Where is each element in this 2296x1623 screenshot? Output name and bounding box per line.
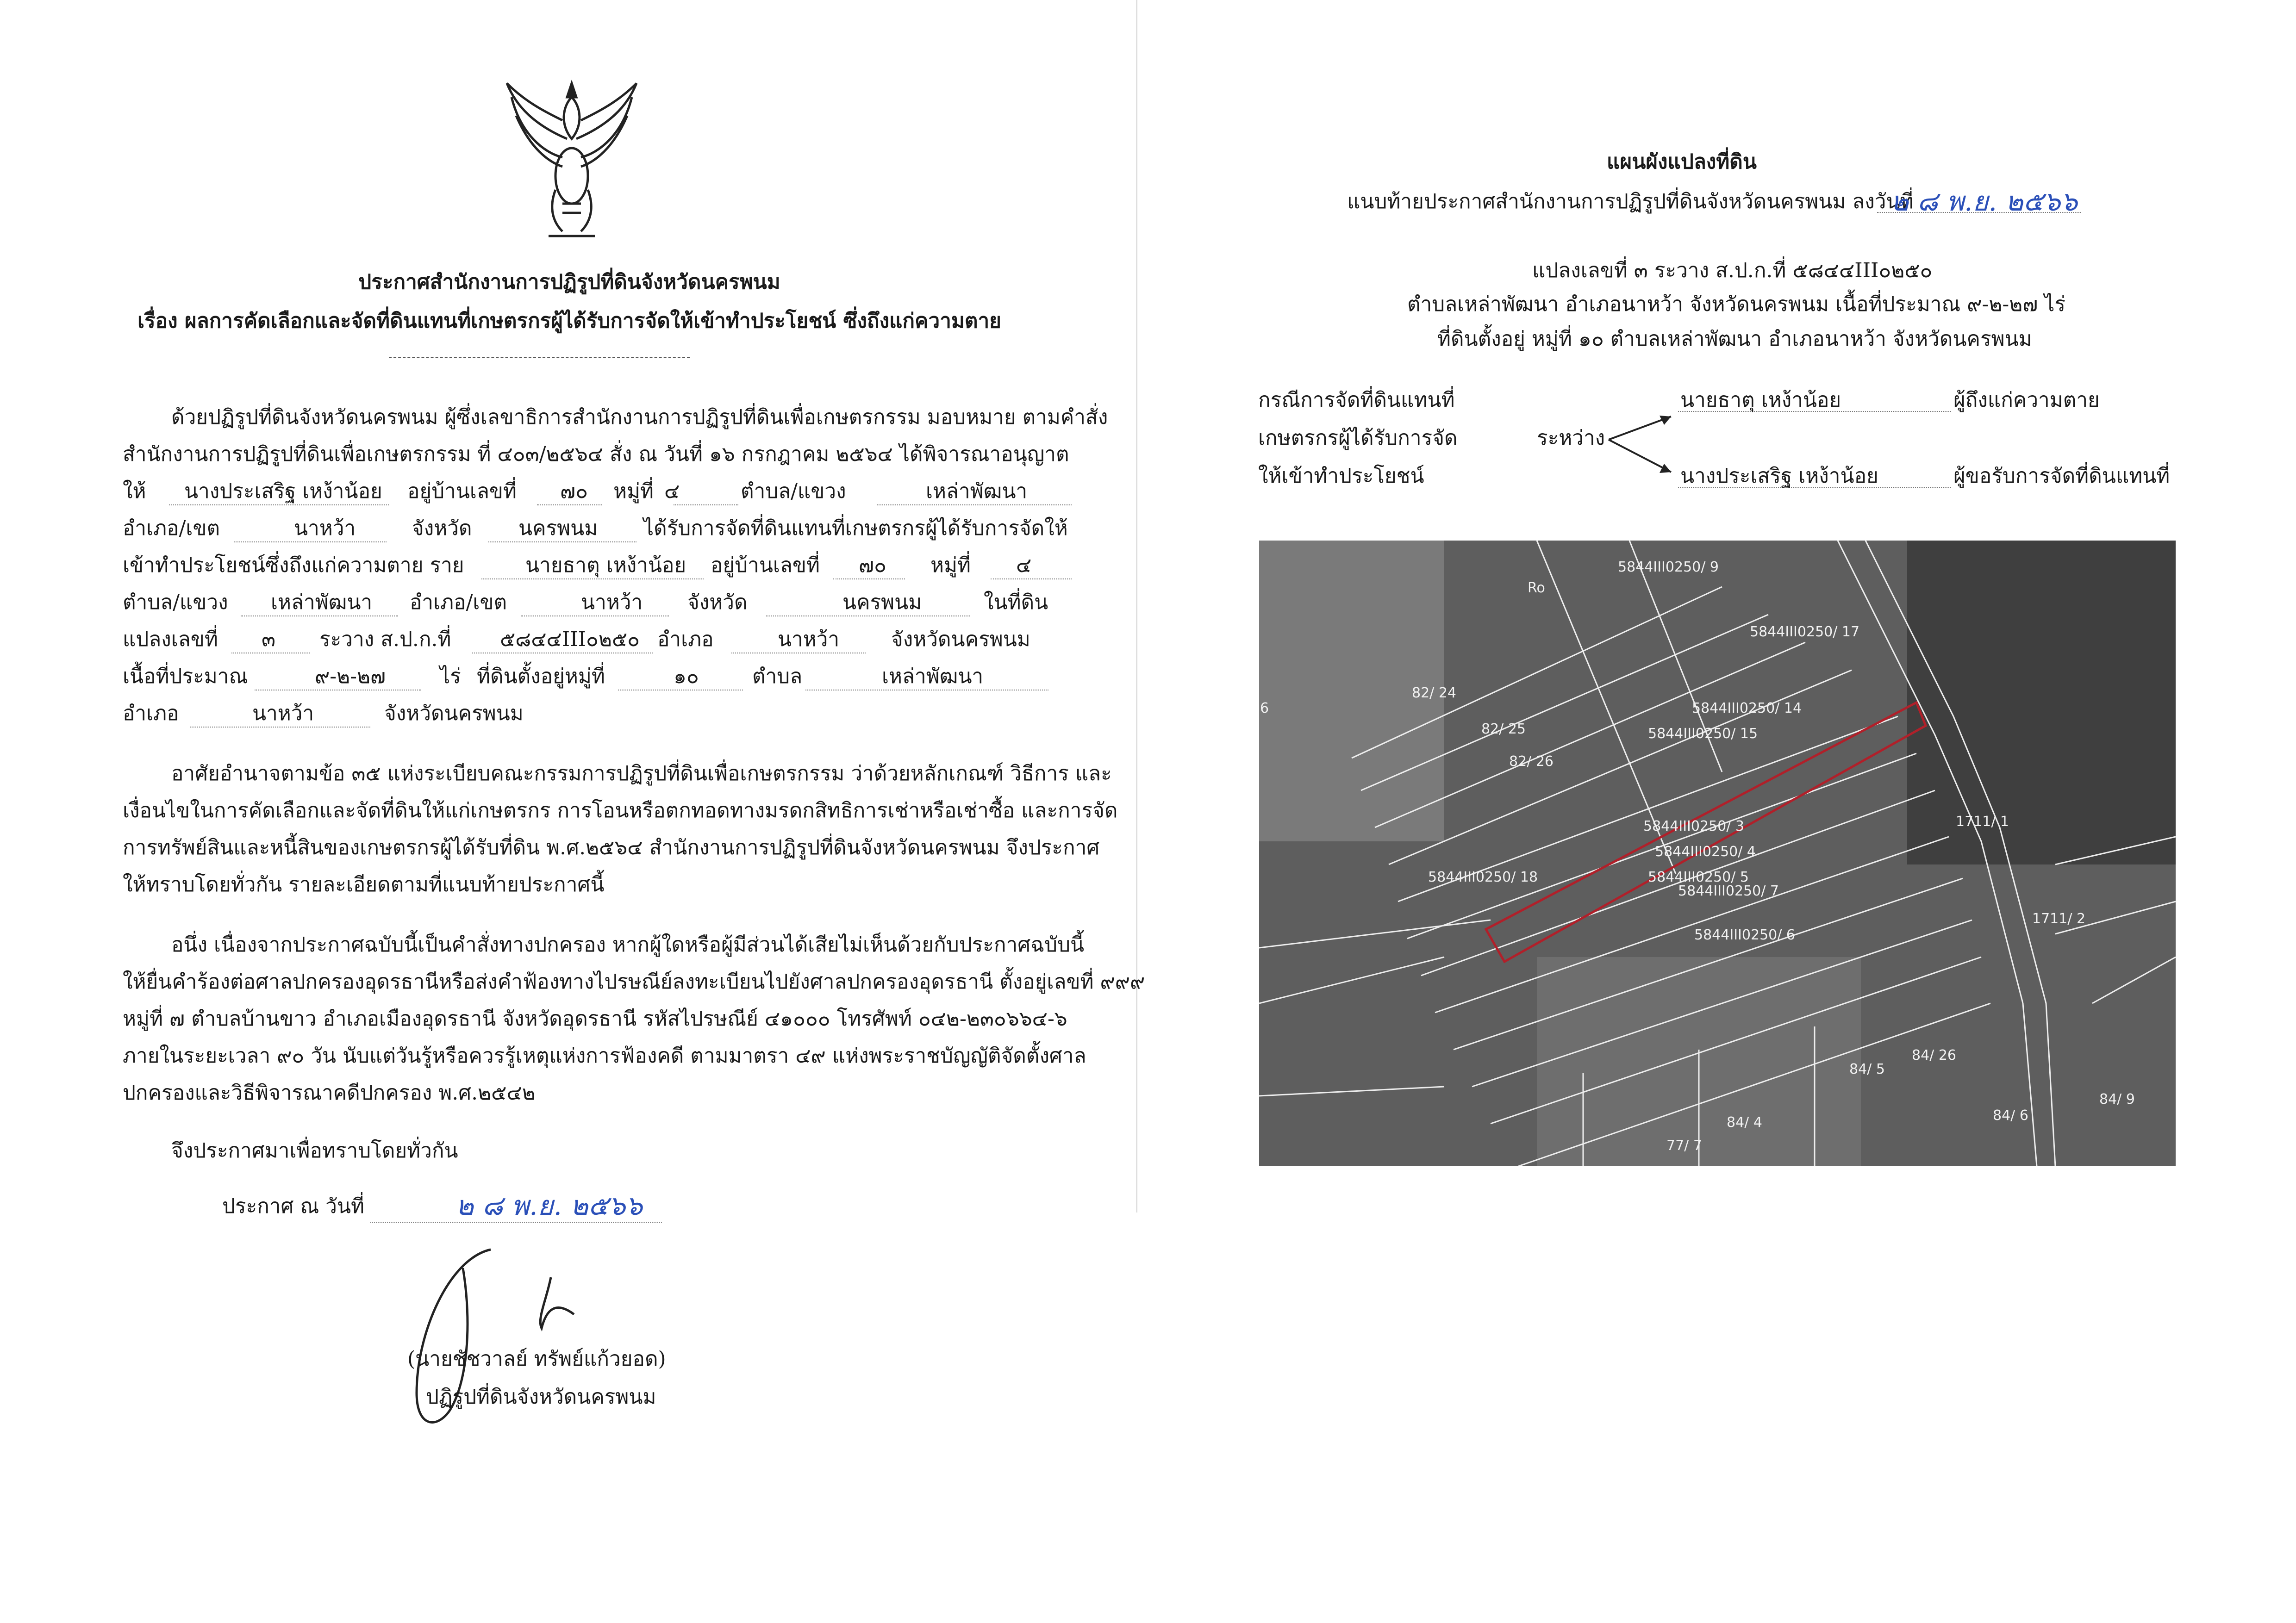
deceased-name: นายธาตุ เหง้าน้อย	[525, 553, 686, 577]
label-amphoe-4: อำเภอ	[123, 702, 179, 725]
fill-line	[674, 504, 738, 505]
label-area: เนื้อที่ประมาณ	[123, 665, 248, 688]
label-hai: ให้	[123, 479, 146, 503]
map-label: 5844III0250/ 4	[1655, 844, 1756, 860]
p2-line-4: ให้ทราบโดยทั่วกัน รายละเอียดตามที่แนบท้ายประกาศนี้	[123, 873, 605, 896]
changwat-3: จังหวัดนครพนม	[891, 628, 1030, 651]
p1-line-2: สำนักงานการปฏิรูปที่ดินเพื่อเกษตรกรรม ที่ ๔๐๓/๒๕๖๔ สั่ง ณ วันที่ ๑๖ กรกฎาคม ๒๕๖๔ ได้พิจารณาอนุญาต	[123, 442, 1069, 466]
label-amphoe: อำเภอ/เขต	[123, 516, 220, 540]
map-label: 82/ 24	[1412, 685, 1456, 701]
p2-line-2: เงื่อนไขในการคัดเลือกและจัดที่ดินให้แก่เกษตรกร การโอนหรือตกทอดทางมรดกสิทธิการเช่าหรือเช่าซื้อ และการจัด	[123, 799, 1118, 822]
moo-3: ๑๐	[674, 665, 699, 688]
amphoe: นาหว้า	[294, 516, 356, 540]
label-located: ที่ดินตั้งอยู่หมู่ที่	[477, 665, 605, 688]
announcement-subject: เรื่อง ผลการคัดเลือกและจัดที่ดินแทนที่เกษตรกรผู้ได้รับการจัดให้เข้าทำประโยชน์ ซึ่งถึงแก่ความตาย	[137, 309, 1001, 333]
party-applicant-role: ผู้ขอรับการจัดที่ดินแทนที่	[1953, 464, 2170, 488]
map-label: 5844III0250/ 14	[1692, 700, 1802, 716]
map-label: 5844III0250/ 9	[1618, 559, 1719, 575]
fill-line	[481, 578, 704, 579]
location-line: ตำบลเหล่าพัฒนา อำเภอนาหว้า จังหวัดนครพนม เนื้อที่ประมาณ ๙-๒-๒๗ ไร่	[1407, 292, 2066, 316]
case-line-1: กรณีการจัดที่ดินแทนที่	[1258, 388, 1455, 412]
site-line: ที่ดินตั้งอยู่ หมู่ที่ ๑๐ ตำบลเหล่าพัฒนา อำเภอนาหว้า จังหวัดนครพนม	[1437, 327, 2032, 351]
map-label: 5844III0250/ 15	[1648, 726, 1758, 742]
label-rai: ไร่	[440, 665, 461, 688]
p2-line-3: การทรัพย์สินและหนี้สินของเกษตรกรผู้ได้รับที่ดิน พ.ศ.๒๕๖๔ สำนักงานการปฏิรูปที่ดินจังหวัดนครพนม จึงประกาศ	[123, 836, 1100, 859]
party-deceased-role: ผู้ถึงแก่ความตาย	[1953, 388, 2100, 412]
map-label: 82/ 26	[1509, 753, 1554, 770]
map-label: 84/ 9	[2099, 1091, 2135, 1107]
tambon-3: เหล่าพัฒนา	[882, 665, 984, 688]
fill-line	[234, 541, 387, 542]
label-amphoe-3: อำเภอ	[657, 628, 714, 651]
label-tambon-2: ตำบล/แขวง	[123, 591, 228, 614]
amphoe-4: นาหว้า	[252, 702, 314, 725]
map-label: 84/ 5	[1849, 1061, 1885, 1077]
label-deceased: เข้าทำประโยชน์ซึ่งถึงแก่ความตาย ราย	[123, 553, 464, 577]
map-label: 5844III0250/ 6	[1694, 927, 1795, 943]
garuda-emblem-icon	[498, 69, 646, 245]
changwat: นครพนม	[518, 516, 598, 540]
p3-line-1: อนึ่ง เนื่องจากประกาศฉบับนี้เป็นคำสั่งทางปกครอง หากผู้ใดหรือผู้มีส่วนได้เสียไม่เห็นด้วยกับประกาศฉบับนี้	[171, 933, 1085, 957]
plan-title: แผนผังแปลงที่ดิน	[1607, 150, 1757, 174]
map-label: 1711/ 1	[1956, 814, 2009, 830]
branch-arrows-icon	[1606, 407, 1680, 481]
moo-2: ๔	[1016, 553, 1032, 577]
fill-line	[190, 727, 370, 728]
map-label: 77/ 7	[1666, 1138, 1702, 1154]
fill-line	[488, 541, 636, 542]
tambon-2: เหล่าพัฒนา	[271, 591, 373, 614]
map-label: 5844III0250/ 7	[1678, 883, 1779, 899]
map-label: 84/ 26	[1912, 1047, 1956, 1063]
label-changwat: จังหวัด	[412, 516, 472, 540]
aerial-map	[1259, 541, 2176, 1166]
between-label: ระหว่าง	[1537, 426, 1605, 450]
party-applicant-name: นางประเสริฐ เหง้าน้อย	[1680, 464, 1878, 488]
fill-line	[537, 504, 602, 505]
map-label: 5844III0250/ 3	[1643, 818, 1744, 834]
p2-line-1: อาศัยอำนาจตามข้อ ๓๕ แห่งระเบียบคณะกรรมการปฏิรูปที่ดินเพื่อเกษตรกรรม ว่าด้วยหลักเกณฑ์ วิธีการ และ	[171, 762, 1112, 785]
announcement-title: ประกาศสำนักงานการปฏิรูปที่ดินจังหวัดนครพนม	[358, 270, 780, 294]
house-no-2: ๗๐	[859, 553, 886, 577]
label-tambon: ตำบล/แขวง	[741, 479, 846, 503]
attachment-date-handwritten: ๒ ๘ พ.ย. ๒๕๖๖	[1891, 186, 2078, 217]
title-separator	[389, 357, 690, 358]
changwat-2: นครพนม	[842, 591, 922, 614]
announced-date-handwritten: ๒ ๘ พ.ย. ๒๕๖๖	[456, 1190, 643, 1221]
fill-line	[991, 578, 1072, 579]
amphoe-2: นาหว้า	[581, 591, 643, 614]
label-map-sheet: ระวาง ส.ป.ก.ที่	[319, 628, 451, 651]
map-label: 1711/ 2	[2032, 911, 2086, 927]
changwat-4: จังหวัดนครพนม	[384, 702, 524, 725]
map-label: 5844III0250/ 18	[1428, 869, 1538, 885]
label-moo-2: หมู่ที่	[930, 553, 971, 577]
case-line-3: ให้เข้าทำประโยชน์	[1258, 464, 1424, 488]
map-label: 84/ 4	[1727, 1114, 1762, 1131]
plot-no: ๓	[262, 628, 276, 651]
attachment-line: แนบท้ายประกาศสำนักงานการปฏิรูปที่ดินจังหวัดนครพนม ลงวันที่	[1347, 190, 1914, 213]
map-label: 5844III0250/ 17	[1750, 624, 1860, 640]
case-line-2: เกษตรกรผู้ได้รับการจัด	[1258, 426, 1458, 450]
map-label: 5844III0250/ 5	[1648, 869, 1749, 885]
map-label: Ro	[1528, 580, 1545, 596]
map-label: 82/ 25	[1481, 721, 1526, 737]
label-tambon-3: ตำบล	[752, 665, 803, 688]
label-announced-date: ประกาศ ณ วันที่	[222, 1194, 365, 1218]
map-sheet: ๕๘๔๔III๐๒๕๐	[500, 628, 640, 651]
fill-line	[877, 504, 1072, 505]
party-deceased-name: นายธาตุ เหง้าน้อย	[1680, 388, 1841, 412]
plot-line: แปลงเลขที่ ๓ ระวาง ส.ป.ก.ที่ ๕๘๔๔III๐๒๕๐	[1532, 259, 1933, 282]
label-house-no-2: อยู่บ้านเลขที่	[711, 553, 820, 577]
signer-title: ปฏิรูปที่ดินจังหวัดนครพนม	[426, 1385, 656, 1409]
label-amphoe-2: อำเภอ/เขต	[410, 591, 507, 614]
map-label: 84/ 6	[1993, 1107, 2028, 1124]
moo: ๔	[664, 479, 680, 503]
p3-line-3: หมู่ที่ ๗ ตำบลบ้านขาว อำเภอเมืองอุดรธานี จังหวัดอุดรธานี รหัสไปรษณีย์ ๔๑๐๐๐ โทรศัพท์ ๐๔๒-๒๓๐๖๖๔-๖	[123, 1007, 1067, 1031]
label-house-no: อยู่บ้านเลขที่	[407, 479, 517, 503]
label-land: ในที่ดิน	[984, 591, 1048, 614]
grantee-name: นางประเสริฐ เหง้าน้อย	[184, 479, 382, 503]
fill-line	[169, 504, 389, 505]
area: ๙-๒-๒๗	[315, 665, 386, 688]
p3-line-2: ให้ยื่นคำร้องต่อศาลปกครองอุดรธานีหรือส่งคำฟ้องทางไปรษณีย์ลงทะเบียนไปยังศาลปกครองอุดรธานี ตั้งอยู่เลขที่ ๙๙๙	[123, 970, 1145, 994]
house-no: ๗๐	[560, 479, 588, 503]
closing-line: จึงประกาศมาเพื่อทราบโดยทั่วกัน	[171, 1139, 458, 1163]
map-label: 6	[1260, 700, 1269, 716]
page-fold-divider	[1136, 0, 1137, 1213]
p1-line-1: ด้วยปฏิรูปที่ดินจังหวัดนครพนม ผู้ซึ่งเลขาธิการสำนักงานการปฏิรูปที่ดินเพื่อเกษตรกรรม มอบหมาย ตามคำสั่ง	[171, 405, 1108, 429]
label-changwat-2: จังหวัด	[687, 591, 748, 614]
p3-line-5: ปกครองและวิธีพิจารณาคดีปกครอง พ.ศ.๒๕๔๒	[123, 1081, 536, 1105]
fill-line	[833, 578, 905, 579]
amphoe-3: นาหว้า	[778, 628, 840, 651]
p3-line-4: ภายในระยะเวลา ๙๐ วัน นับแต่วันรู้หรือควรรู้เหตุแห่งการฟ้องคดี ตามมาตรา ๔๙ แห่งพระราชบัญญัติจัดตั้งศาล	[123, 1044, 1086, 1068]
label-plot: แปลงเลขที่	[123, 628, 218, 651]
grant-text: ได้รับการจัดที่ดินแทนที่เกษตรกรผู้ได้รับการจัดให้	[643, 516, 1068, 540]
signer-name: (นายชัชวาลย์ ทรัพย์แก้วยอด)	[407, 1347, 666, 1371]
label-moo: หมู่ที่	[613, 479, 654, 503]
tambon: เหล่าพัฒนา	[926, 479, 1028, 503]
